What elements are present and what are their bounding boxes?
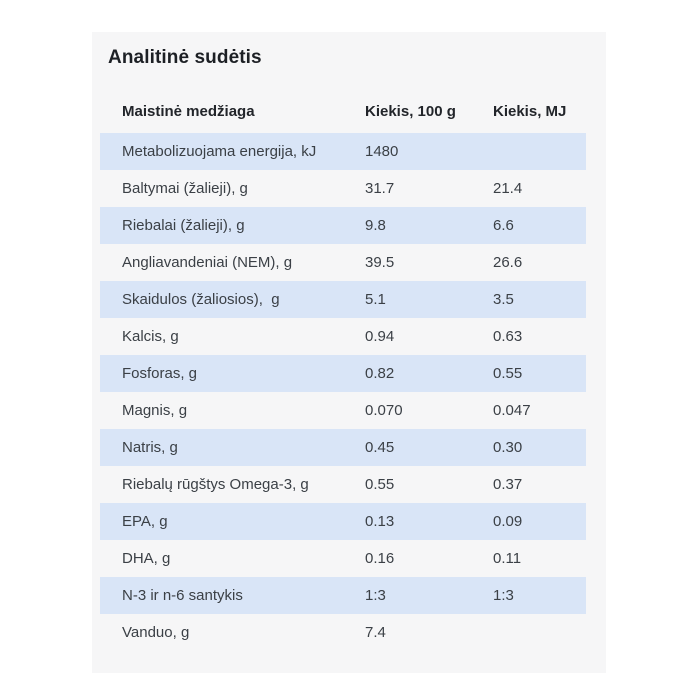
analytical-composition-panel [92,32,606,673]
table-row [100,429,586,466]
table-row [100,392,586,429]
table-body [100,133,586,651]
nutrient-name-cell: Metabolizuojama energija, kJ [122,143,317,160]
table-header-row [100,85,586,133]
amount-mj-cell: 0.11 [493,550,522,567]
column-header-nutrient: Maistinė medžiaga [122,103,255,120]
amount-100g-cell: 0.94 [365,328,395,345]
amount-100g-cell: 1:3 [365,587,386,604]
amount-mj-cell: 26.6 [493,254,523,271]
table-row [100,577,586,614]
amount-mj-cell: 0.55 [493,365,523,382]
amount-mj-cell [473,614,586,651]
table-row [100,355,586,392]
amount-mj-cell: 1:3 [493,587,514,604]
amount-100g-cell: 0.16 [365,550,395,567]
nutrient-name-cell: Fosforas, g [122,365,198,382]
amount-100g-cell: 9.8 [365,217,386,234]
nutrient-name-cell: N-3 ir n-6 santykis [122,587,243,604]
nutrient-name-cell: Natris, g [122,439,178,456]
table-row [100,540,586,577]
table-row [100,466,586,503]
nutrient-name-cell: Vanduo, g [122,624,190,641]
nutrient-name-cell: Baltymai (žalieji), g [122,180,248,197]
amount-mj-cell: 6.6 [493,217,514,234]
amount-mj-cell: 0.30 [493,439,523,456]
amount-mj-cell [473,133,586,170]
amount-mj-cell: 3.5 [493,291,514,308]
amount-mj-cell: 21.4 [493,180,523,197]
amount-mj-cell: 0.09 [493,513,523,530]
table-row [100,244,586,281]
table-row [100,614,586,651]
table-row [100,207,586,244]
nutrient-name-cell: Angliavandeniai (NEM), g [122,254,293,271]
table-row [100,318,586,355]
nutrient-name-cell: Skaidulos (žaliosios), g [122,291,280,308]
amount-100g-cell: 31.7 [365,180,395,197]
nutrient-name-cell: Riebalų rūgštys Omega-3, g [122,476,309,493]
table-header [100,85,586,133]
column-header-amount-100g: Kiekis, 100 g [365,103,456,120]
nutrient-name-cell: Riebalai (žalieji), g [122,217,245,234]
table-row [100,503,586,540]
nutrient-name-cell: EPA, g [122,513,168,530]
amount-100g-cell: 0.13 [365,513,395,530]
amount-100g-cell: 0.070 [365,402,403,419]
amount-100g-cell: 0.45 [365,439,395,456]
nutrient-name-cell: DHA, g [122,550,171,567]
amount-100g-cell: 39.5 [365,254,395,271]
page-title: Analitinė sudėtis [108,47,262,68]
column-header-amount-mj: Kiekis, MJ [493,103,567,120]
amount-mj-cell: 0.63 [493,328,523,345]
amount-100g-cell: 0.82 [365,365,395,382]
composition-table [100,85,586,651]
amount-100g-cell: 0.55 [365,476,395,493]
nutrient-name-cell: Magnis, g [122,402,188,419]
table-row [100,133,586,170]
amount-100g-cell: 1480 [365,143,399,160]
amount-mj-cell: 0.047 [493,402,531,419]
table-row [100,170,586,207]
table-row [100,281,586,318]
amount-100g-cell: 7.4 [365,624,386,641]
amount-mj-cell: 0.37 [493,476,523,493]
amount-100g-cell: 5.1 [365,291,386,308]
nutrient-name-cell: Kalcis, g [122,328,179,345]
